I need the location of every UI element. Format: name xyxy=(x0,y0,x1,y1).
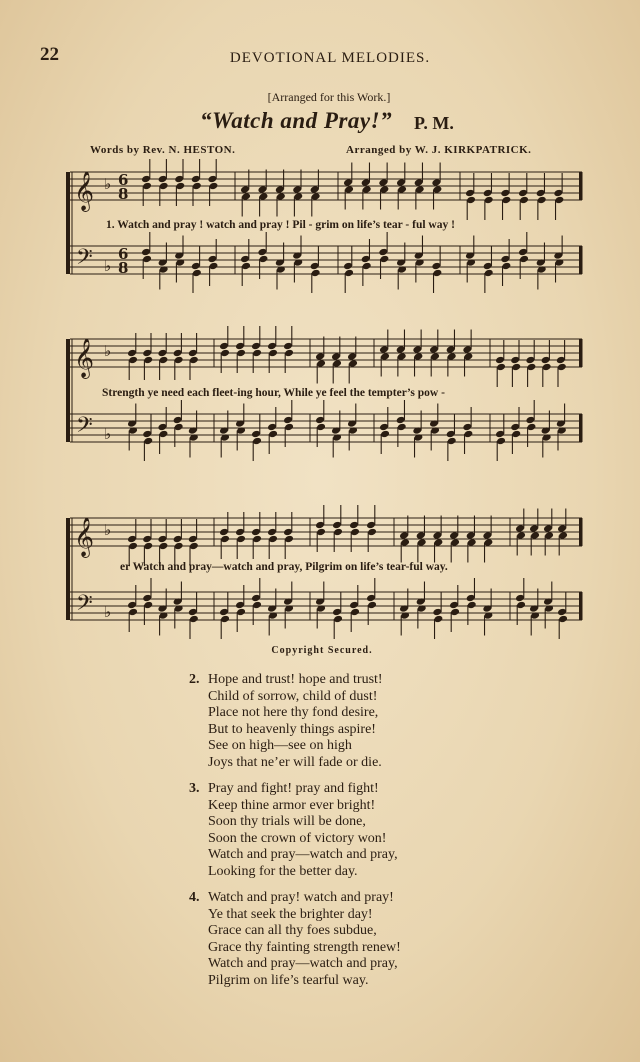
running-head: DEVOTIONAL MELODIES. xyxy=(229,50,431,66)
stanza-line: Ye that seek the brighter day! xyxy=(208,906,373,922)
stanza-line: Grace thy fainting strength renew! xyxy=(208,939,401,955)
music-system-1-final-bar xyxy=(579,246,582,274)
stanza-line: Soon thy trials will be done, xyxy=(208,814,366,830)
page-number: 22 xyxy=(40,44,59,65)
music-system-2-bass-clef-icon: 𝄢 xyxy=(76,413,93,443)
stanza-line: Place not here thy fond desire, xyxy=(208,705,379,721)
arranged-note: [Arranged for this Work.] xyxy=(267,90,391,104)
music-system-1-treble-clef-icon: 𝄞 xyxy=(74,171,95,211)
stanza-line: Pray and fight! pray and fight! xyxy=(208,781,379,796)
music-system-3-treble-clef-icon: 𝄞 xyxy=(74,517,95,557)
stanza-line: But to heavenly things aspire! xyxy=(208,721,376,737)
music-system-3-flat-icon: ♭ xyxy=(104,603,112,621)
stanza-2 xyxy=(190,672,383,772)
music-system-3-bass-clef-icon: 𝄢 xyxy=(76,591,93,621)
music-system-2-flat-icon: ♭ xyxy=(104,342,112,360)
stanza-4 xyxy=(190,890,401,990)
time-signature-digit: 8 xyxy=(118,259,129,277)
music-system-1-bass-clef-icon: 𝄢 xyxy=(76,245,93,275)
music-system-1-final-bar xyxy=(579,172,582,200)
copyright-notice: Copyright Secured. xyxy=(271,645,373,656)
lyric-line-1: 1. Watch and pray ! watch and pray ! Pil - grim on life’s tear - ful way ! xyxy=(106,219,455,231)
lyric-line-2: Strength ye need each fleet-ing hour, While ye feel the tempter’s pow - xyxy=(102,387,445,399)
stanza-line: See on high—see on high xyxy=(208,738,352,754)
stanza-line: Watch and pray! watch and pray! xyxy=(208,890,394,905)
stanza-line: Grace can all thy foes subdue, xyxy=(208,923,377,939)
words-credit: Words by Rev. N. HESTON. xyxy=(90,144,236,156)
stanza-line: Pilgrim on life’s tearful way. xyxy=(208,972,369,988)
music-system-2-flat-icon: ♭ xyxy=(104,425,112,443)
time-signature-digit: 6 xyxy=(118,245,129,263)
stanza-line: Watch and pray—watch and pray, xyxy=(208,847,398,863)
music-system-2-final-bar xyxy=(579,414,582,442)
music-system-1-brace xyxy=(66,172,70,274)
stanza-line: Hope and trust! hope and trust! xyxy=(208,672,383,687)
music-credit: Arranged by W. J. KIRKPATRICK. xyxy=(346,144,532,156)
music-system-3-final-bar xyxy=(579,592,582,620)
stanza-number: 3. xyxy=(189,781,200,796)
stanza-line: Soon the crown of victory won! xyxy=(208,830,387,846)
music-system-2-treble-clef-icon: 𝄞 xyxy=(74,338,95,378)
stanza-3 xyxy=(190,781,398,881)
stanza-number: 2. xyxy=(189,672,200,687)
music-system-3-brace xyxy=(66,518,70,620)
music-system-3-flat-icon: ♭ xyxy=(104,521,112,539)
meter-mark: P. M. xyxy=(414,113,454,133)
music-system-1-flat-icon: ♭ xyxy=(104,175,112,193)
time-signature-digit: 6 xyxy=(118,171,129,189)
stanza-line: Child of sorrow, child of dust! xyxy=(208,688,378,704)
stanza-line: Watch and pray—watch and pray, xyxy=(208,956,398,972)
stanza-line: Looking for the better day. xyxy=(208,863,358,879)
music-system-2-final-bar xyxy=(579,339,582,367)
stanza-line: Keep thine armor ever bright! xyxy=(208,797,376,813)
hymn-title: “Watch and Pray!” xyxy=(200,108,393,133)
stanza-line: Joys that ne’er will fade or die. xyxy=(208,754,382,770)
time-signature-digit: 8 xyxy=(118,185,129,203)
music-system-3-final-bar xyxy=(579,518,582,546)
stanza-number: 4. xyxy=(189,890,200,905)
music-system-2-brace xyxy=(66,339,70,442)
lyric-line-3: er Watch and pray—watch and pray, Pilgrim on life’s tear-ful way. xyxy=(120,561,448,573)
music-system-1-flat-icon: ♭ xyxy=(104,257,112,275)
